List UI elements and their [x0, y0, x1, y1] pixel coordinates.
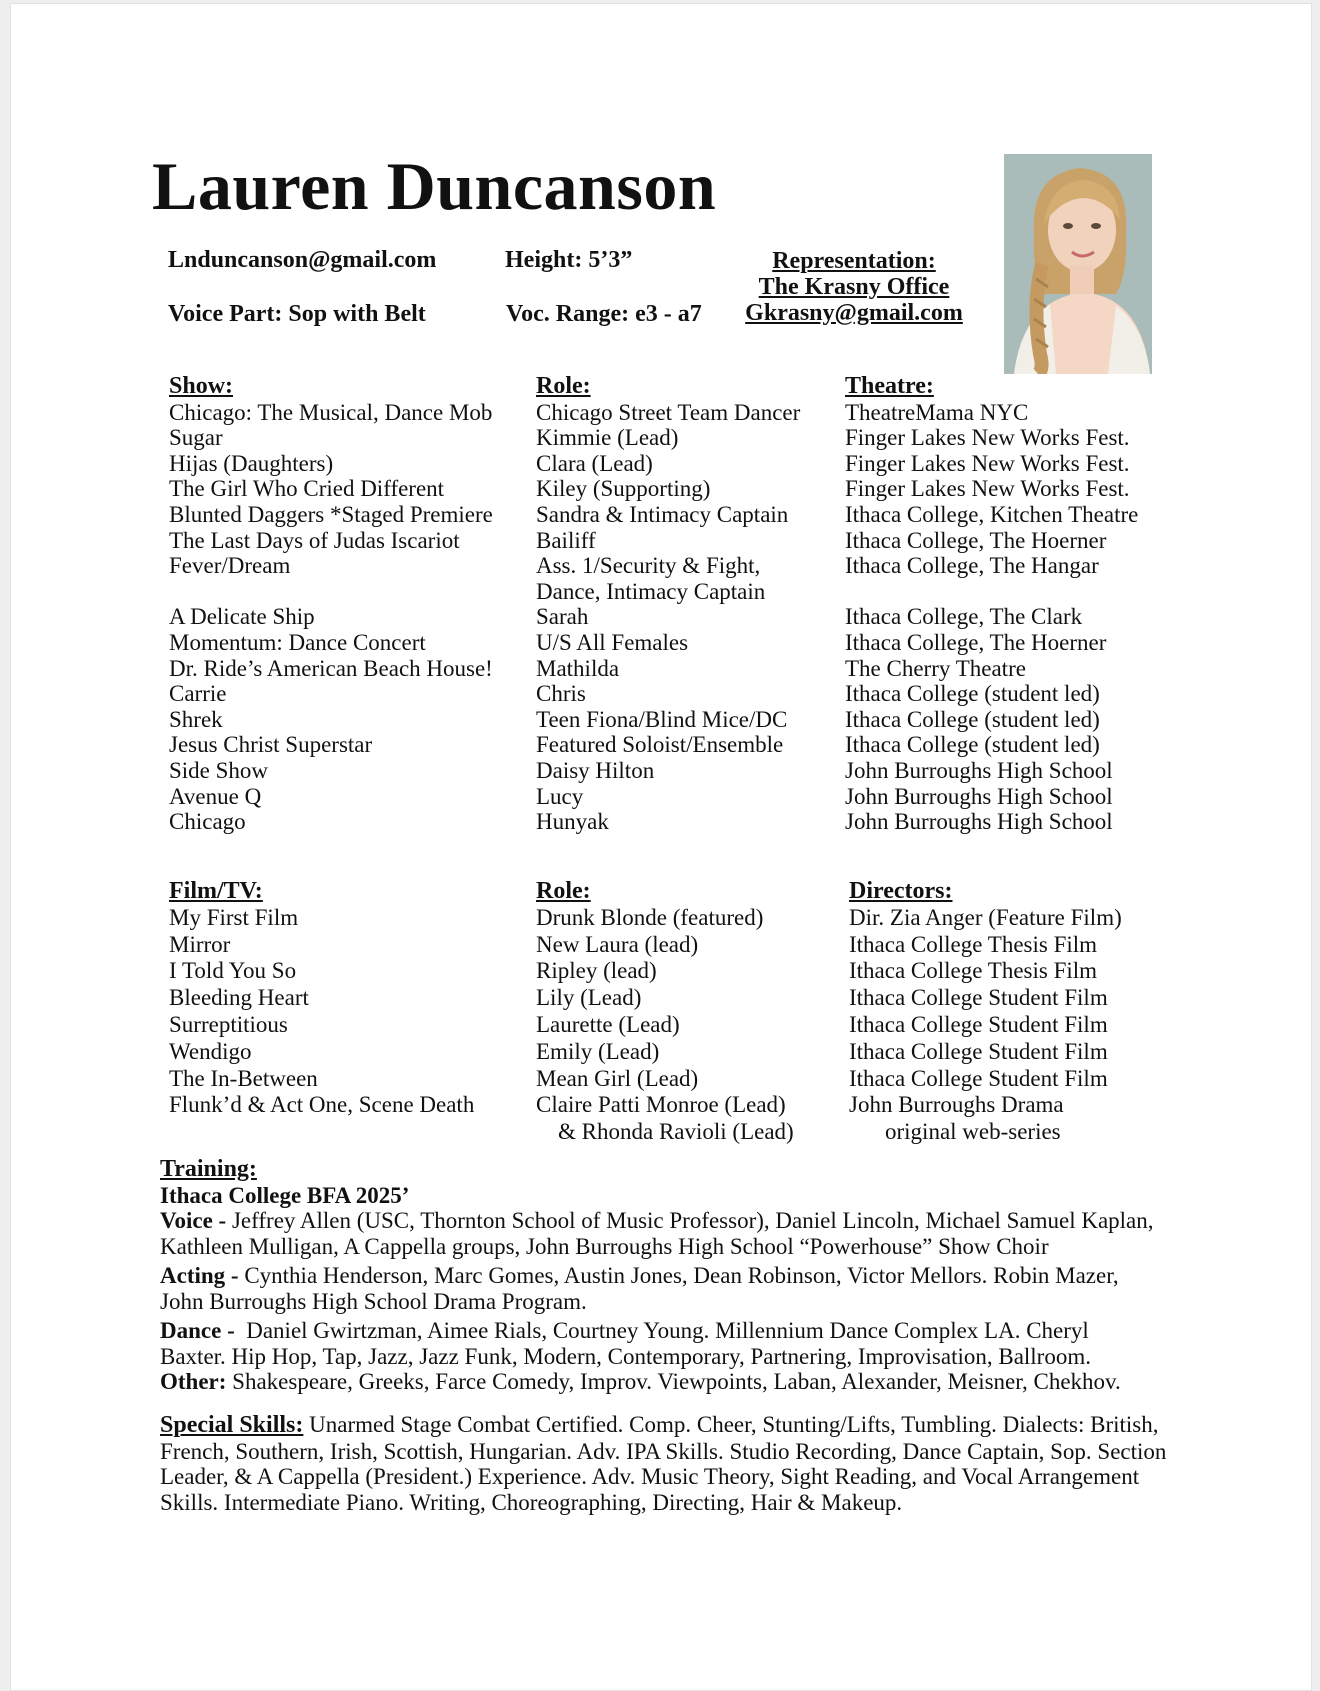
film-title: Surreptitious	[169, 1011, 288, 1037]
training-other: Other: Shakespeare, Greeks, Farce Comedy, Improv. Viewpoints, Laban, Alexander, Meisner, Chekhov.	[160, 1369, 1121, 1394]
role-name: Daisy Hilton	[536, 757, 655, 783]
theatre-header: Theatre:	[845, 373, 934, 399]
theatre-venue: The Cherry Theatre	[845, 655, 1026, 681]
show-title: Dr. Ride’s American Beach House!	[169, 655, 493, 681]
role-name: Sandra & Intimacy Captain	[536, 501, 789, 527]
show-title: Hijas (Daughters)	[169, 450, 334, 476]
theatre-venue: Ithaca College (student led)	[845, 681, 1100, 707]
special-skills-section	[160, 1412, 1170, 1515]
theatre-venue: Ithaca College, The Hoerner	[845, 629, 1107, 655]
theatre-venue: Ithaca College, The Hangar	[845, 553, 1099, 579]
training-header: Training:	[160, 1156, 257, 1182]
film-role-column	[536, 878, 794, 1146]
training-school: Ithaca College BFA 2025’	[160, 1182, 410, 1208]
film-title: Mirror	[169, 931, 231, 957]
role-name: Teen Fiona/Blind Mice/DC	[536, 706, 788, 732]
show-title: Fever/Dream	[169, 553, 291, 579]
theatre-venue: John Burroughs High School	[845, 757, 1113, 783]
show-title: A Delicate Ship	[169, 604, 315, 630]
film-role: Drunk Blonde (featured)	[536, 904, 764, 930]
film-title: Bleeding Heart	[169, 985, 309, 1011]
role-name: Ass. 1/Security & Fight,	[536, 553, 761, 579]
theatre-venue: Finger Lakes New Works Fest.	[845, 476, 1130, 502]
director: Dir. Zia Anger (Feature Film)	[849, 904, 1122, 930]
theatre-column	[845, 374, 1138, 835]
show-title: The Last Days of Judas Iscariot	[169, 527, 460, 553]
voice-part: Voice Part: Sop with Belt	[168, 301, 426, 327]
resume-name: Lauren Duncanson	[152, 148, 717, 224]
role-name: Featured Soloist/Ensemble	[536, 732, 784, 758]
directors-header: Directors:	[849, 878, 953, 904]
role-name: Chicago Street Team Dancer	[536, 399, 801, 425]
film-header: Film/TV:	[169, 878, 263, 904]
film-role-continuation: & Rhonda Ravioli (Lead)	[558, 1119, 794, 1145]
show-title: Chicago: The Musical, Dance Mob	[169, 399, 493, 425]
agency-name: The Krasny Office	[758, 274, 950, 300]
role-name: Bailiff	[536, 527, 596, 553]
theatre-venue: Ithaca College (student led)	[845, 706, 1100, 732]
show-title: Jesus Christ Superstar	[169, 732, 373, 758]
show-title: Momentum: Dance Concert	[169, 629, 426, 655]
film-title: The In-Between	[169, 1065, 318, 1091]
theatre-venue: Finger Lakes New Works Fest.	[845, 425, 1130, 451]
show-title: The Girl Who Cried Different	[169, 476, 445, 502]
show-title: Side Show	[169, 757, 269, 783]
show-title: Sugar	[169, 425, 223, 451]
film-role: New Laura (lead)	[536, 931, 699, 957]
theatre-venue: TheatreMama NYC	[845, 399, 1029, 425]
director: Ithaca College Student Film	[849, 985, 1108, 1011]
representation-label: Representation:	[772, 248, 936, 274]
film-title: My First Film	[169, 904, 299, 930]
training-voice: Voice - Jeffrey Allen (USC, Thornton School of Music Professor), Daniel Lincoln, Michael Samuel Kaplan, Kathleen Mulligan, A Cappella groups, John Burroughs High School “Powerhouse” Show Choir	[160, 1208, 1154, 1259]
director: Ithaca College Thesis Film	[849, 958, 1098, 984]
skills-text: Unarmed Stage Combat Certified. Comp. Cheer, Stunting/Lifts, Tumbling. Dialects: British, French, Southern, Irish, Scottish, Hungarian. Adv. IPA Skills. Studio Recording, Dance Captain, Sop. Section Leader, & A Cappella (President.) Experience. Adv. Music Theory, Sight Reading, and Vocal Arrangement Skills. Intermediate Piano. Writing, Choreographing, Directing, Hair & Makeup.	[160, 1412, 1167, 1515]
show-header: Show:	[169, 373, 234, 399]
film-title: I Told You So	[169, 958, 297, 984]
vocal-range: Voc. Range: e3 - a7	[506, 301, 702, 327]
role-name: Clara (Lead)	[536, 450, 653, 476]
role-name: Mathilda	[536, 655, 620, 681]
directors-column	[849, 878, 1122, 1146]
director: Ithaca College Student Film	[849, 1038, 1108, 1064]
film-column	[169, 878, 474, 1119]
theatre-venue: Ithaca College, The Clark	[845, 604, 1083, 630]
headshot-photo	[1004, 154, 1152, 374]
training-dance: Dance - Daniel Gwirtzman, Aimee Rials, Courtney Young. Millennium Dance Complex LA. Cheryl Baxter. Hip Hop, Tap, Jazz, Jazz Funk, Modern, Contemporary, Partnering, Improvisation, Ballroom.	[160, 1318, 1091, 1369]
film-title: Flunk’d & Act One, Scene Death	[169, 1092, 475, 1118]
role-header: Role:	[536, 373, 591, 399]
show-title: Carrie	[169, 681, 227, 707]
role-name: Chris	[536, 681, 586, 707]
theatre-venue: Ithaca College (student led)	[845, 732, 1100, 758]
film-role: Ripley (lead)	[536, 958, 657, 984]
show-title	[169, 579, 493, 605]
theatre-venue: Finger Lakes New Works Fest.	[845, 450, 1130, 476]
theatre-venue	[845, 579, 1138, 605]
skills-header: Special Skills:	[160, 1412, 304, 1438]
height: Height: 5’3”	[505, 247, 633, 273]
theatre-venue: John Burroughs High School	[845, 809, 1113, 835]
theatre-venue: John Burroughs High School	[845, 783, 1113, 809]
agency-email: Gkrasny@gmail.com	[745, 300, 963, 326]
film-role: Emily (Lead)	[536, 1038, 660, 1064]
film-role: Claire Patti Monroe (Lead)	[536, 1092, 786, 1118]
film-role-header: Role:	[536, 878, 591, 904]
film-role: Lily (Lead)	[536, 985, 642, 1011]
film-role: Laurette (Lead)	[536, 1011, 680, 1037]
director: Ithaca College Student Film	[849, 1065, 1108, 1091]
show-title: Shrek	[169, 706, 223, 732]
director-continuation: original web-series	[885, 1119, 1061, 1145]
role-name: Kiley (Supporting)	[536, 476, 711, 502]
role-name: Hunyak	[536, 809, 609, 835]
headshot-illustration	[1004, 154, 1152, 374]
show-column	[169, 374, 493, 835]
role-name: Sarah	[536, 604, 589, 630]
show-title: Avenue Q	[169, 783, 262, 809]
show-title: Chicago	[169, 809, 246, 835]
role-name: Kimmie (Lead)	[536, 425, 679, 451]
training-acting: Acting - Cynthia Henderson, Marc Gomes, Austin Jones, Dean Robinson, Victor Mellors. Robin Mazer, John Burroughs High School Drama Program.	[160, 1263, 1119, 1314]
director: Ithaca College Thesis Film	[849, 931, 1098, 957]
role-name: Dance, Intimacy Captain	[536, 578, 766, 604]
theatre-venue: Ithaca College, The Hoerner	[845, 527, 1107, 553]
director: John Burroughs Drama	[849, 1092, 1064, 1118]
film-role: Mean Girl (Lead)	[536, 1065, 699, 1091]
role-column	[536, 374, 800, 835]
director: Ithaca College Student Film	[849, 1011, 1108, 1037]
role-name: Lucy	[536, 783, 584, 809]
film-title: Wendigo	[169, 1038, 252, 1064]
show-title: Blunted Daggers *Staged Premiere	[169, 501, 493, 527]
representation-block	[744, 248, 964, 326]
theatre-venue: Ithaca College, Kitchen Theatre	[845, 501, 1139, 527]
training-section	[160, 1157, 1160, 1395]
email: Lnduncanson@gmail.com	[168, 247, 437, 273]
role-name: U/S All Females	[536, 629, 689, 655]
